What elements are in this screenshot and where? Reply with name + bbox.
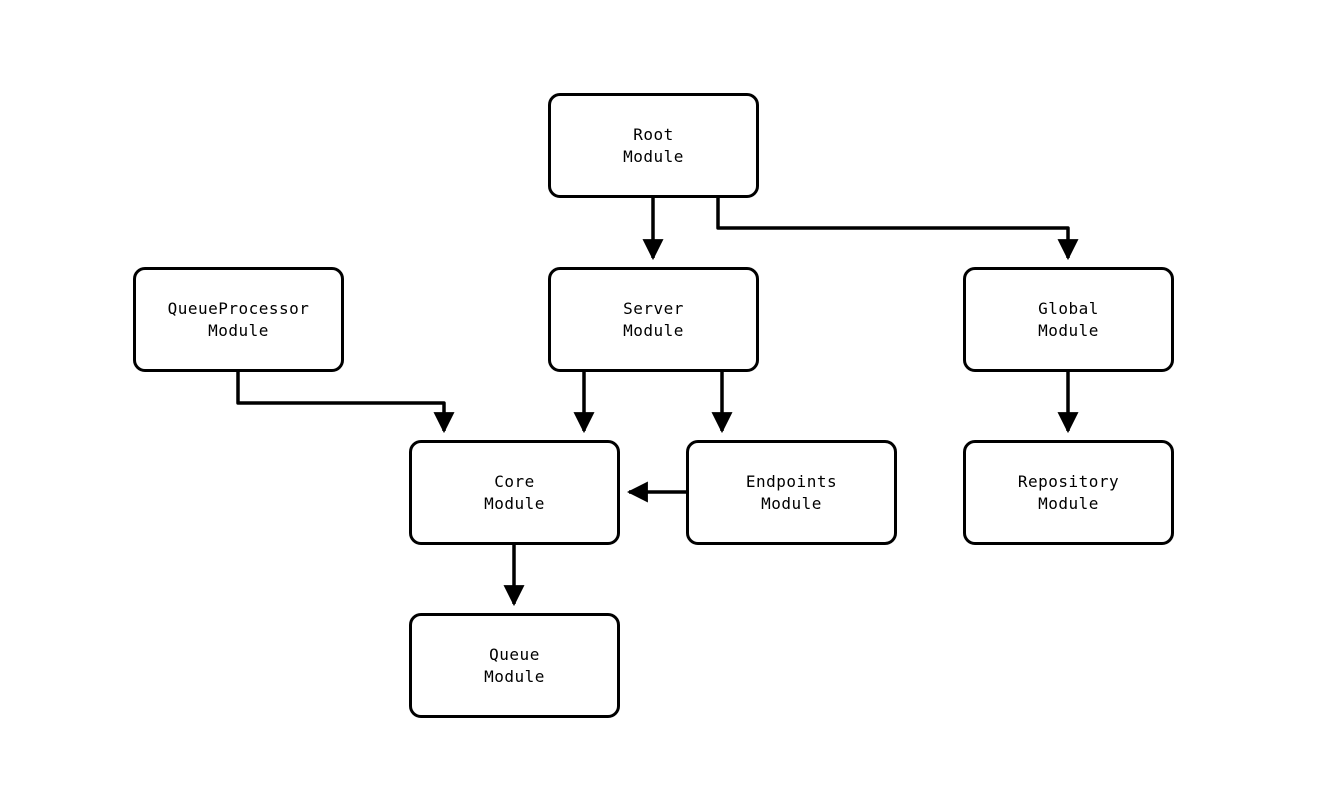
node-label-line2: Module	[623, 146, 684, 166]
node-label-line1: Endpoints	[745, 471, 838, 491]
node-server-module[interactable]	[548, 267, 759, 372]
node-queueprocessor-module[interactable]	[133, 267, 344, 372]
node-core-module[interactable]	[409, 440, 620, 545]
node-label-line1: Root	[633, 124, 674, 144]
node-label-line1: Repository	[1017, 471, 1120, 491]
node-repository-module[interactable]	[963, 440, 1174, 545]
node-root-module[interactable]	[548, 93, 759, 198]
node-global-module[interactable]	[963, 267, 1174, 372]
node-label-line2: Module	[761, 493, 822, 513]
node-label-line2: Module	[1038, 493, 1099, 513]
node-label-line1: Global	[1038, 298, 1099, 318]
edge-queueprocessor-core	[238, 372, 444, 431]
node-label-line2: Module	[1038, 320, 1099, 340]
node-label-line2: Module	[623, 320, 684, 340]
node-label-line1: Core	[494, 471, 535, 491]
node-label-line1: QueueProcessor	[167, 298, 310, 318]
node-label-line2: Module	[208, 320, 269, 340]
node-label-line2: Module	[484, 493, 545, 513]
node-endpoints-module[interactable]	[686, 440, 897, 545]
node-label-line1: Queue	[489, 644, 540, 664]
node-label-line2: Module	[484, 666, 545, 686]
node-label-line1: Server	[623, 298, 684, 318]
edge-root-global	[718, 198, 1068, 258]
node-queue-module[interactable]	[409, 613, 620, 718]
